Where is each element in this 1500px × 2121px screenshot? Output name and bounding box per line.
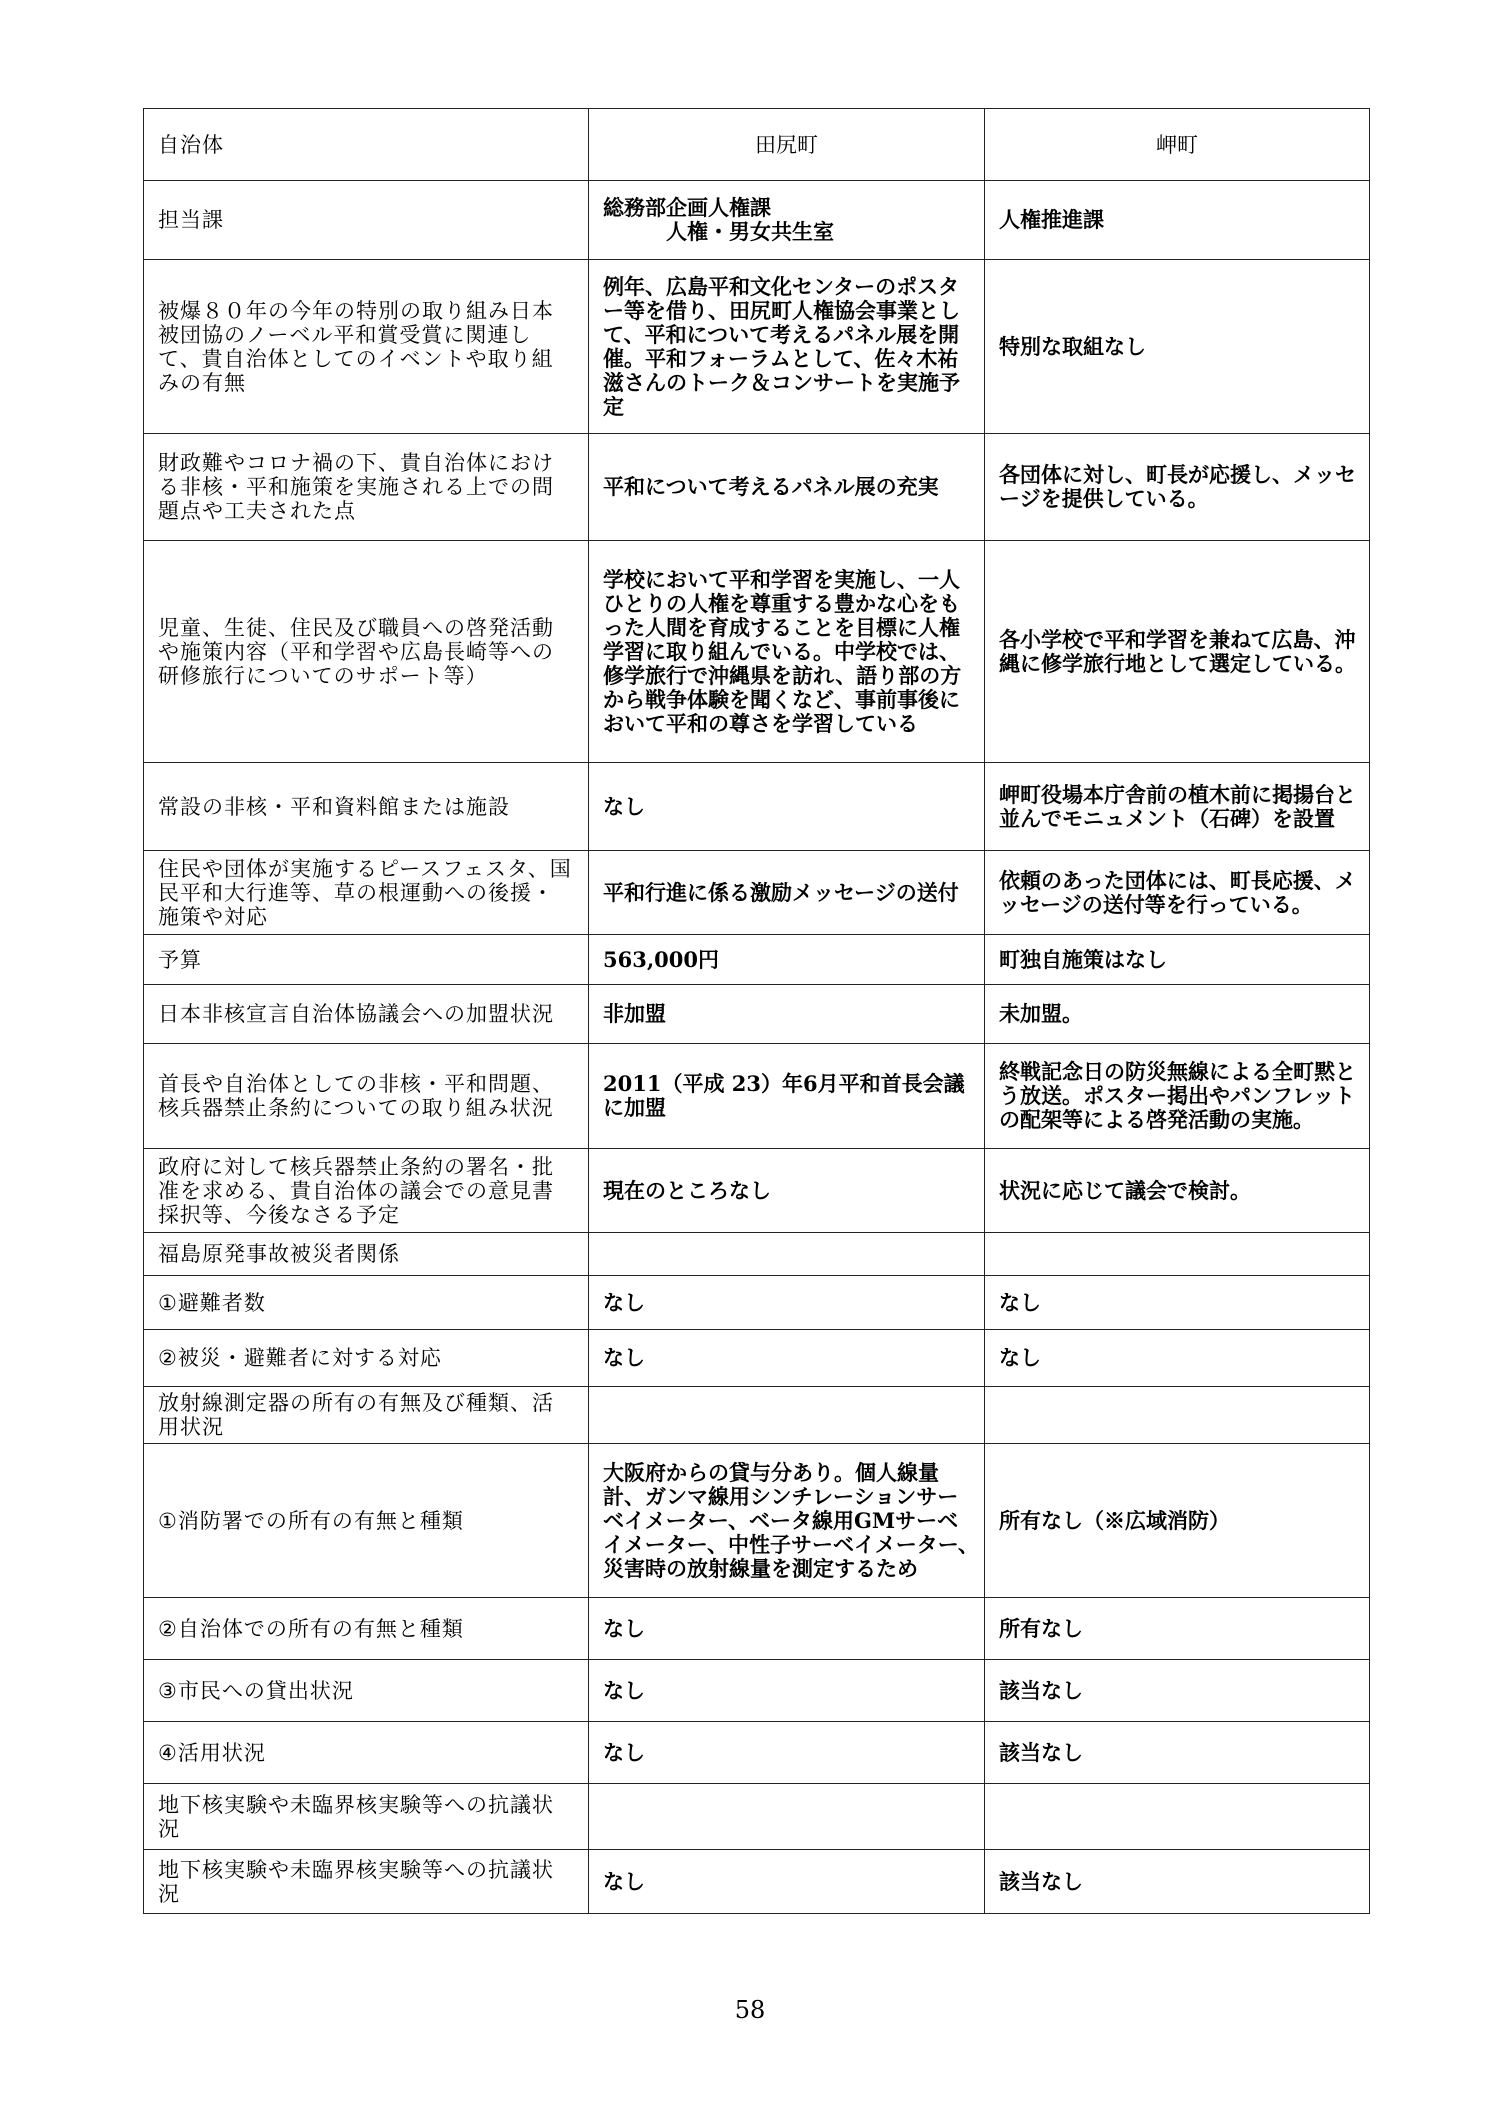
header-municipality-tajiri: 田尻町 bbox=[589, 109, 985, 181]
row-label: ②自治体での所有の有無と種類 bbox=[144, 1598, 589, 1660]
row-label: ③市民への貸出状況 bbox=[144, 1660, 589, 1722]
table-row bbox=[144, 1660, 1370, 1722]
row-label: 住民や団体が実施するピースフェスタ、国民平和大行進等、草の根運動への後援・施策や対応 bbox=[144, 851, 589, 935]
table-row bbox=[144, 434, 1370, 541]
row-label: 政府に対して核兵器禁止条約の署名・批准を求める、貴自治体の議会での意見書採択等、今後なさる予定 bbox=[144, 1149, 589, 1233]
table-row bbox=[144, 935, 1370, 985]
survey-table bbox=[143, 108, 1370, 1914]
table-row bbox=[144, 1387, 1370, 1444]
row-label: 予算 bbox=[144, 935, 589, 985]
table-row bbox=[144, 1149, 1370, 1233]
row-label: ①避難者数 bbox=[144, 1276, 589, 1330]
row-label: ④活用状況 bbox=[144, 1722, 589, 1784]
tajiri-answer: なし bbox=[589, 1850, 985, 1914]
header-label-cell: 自治体 bbox=[144, 109, 589, 181]
misaki-answer: なし bbox=[985, 1330, 1370, 1387]
misaki-answer: 町独自施策はなし bbox=[985, 935, 1370, 985]
misaki-answer bbox=[985, 1387, 1370, 1444]
tajiri-answer: なし bbox=[589, 763, 985, 851]
misaki-answer: 依頼のあった団体には、町長応援、メッセージの送付等を行っている。 bbox=[985, 851, 1370, 935]
row-label: 担当課 bbox=[144, 181, 589, 260]
misaki-answer: 人権推進課 bbox=[985, 181, 1370, 260]
row-label: 地下核実験や未臨界核実験等への抗議状況 bbox=[144, 1784, 589, 1850]
table-row bbox=[144, 851, 1370, 935]
table-row bbox=[144, 1444, 1370, 1598]
header-municipality-misaki: 岬町 bbox=[985, 109, 1370, 181]
tajiri-answer bbox=[589, 1233, 985, 1276]
misaki-answer: 該当なし bbox=[985, 1850, 1370, 1914]
tajiri-answer: 大阪府からの貸与分あり。個人線量計、ガンマ線用シンチレーションサーベイメーター、ベータ線用GMサーベイメーター、中性子サーベイメーター、 災害時の放射線量を測定するため bbox=[589, 1444, 985, 1598]
misaki-answer: 該当なし bbox=[985, 1660, 1370, 1722]
misaki-answer: 各小学校で平和学習を兼ねて広島、沖縄に修学旅行地として選定している。 bbox=[985, 541, 1370, 763]
row-label: 児童、生徒、住民及び職員への啓発活動や施策内容（平和学習や広島長崎等への研修旅行についてのサポート等） bbox=[144, 541, 589, 763]
tajiri-answer bbox=[589, 1784, 985, 1850]
tajiri-answer: なし bbox=[589, 1276, 985, 1330]
misaki-answer: 所有なし bbox=[985, 1598, 1370, 1660]
tajiri-answer: なし bbox=[589, 1598, 985, 1660]
misaki-answer bbox=[985, 1233, 1370, 1276]
misaki-answer bbox=[985, 1784, 1370, 1850]
misaki-answer: 終戦記念日の防災無線による全町黙とう放送。ポスター掲出やパンフレットの配架等による啓発活動の実施。 bbox=[985, 1044, 1370, 1149]
tajiri-answer: 563,000円 bbox=[589, 935, 985, 985]
page-number: 58 bbox=[734, 1996, 766, 2024]
table-row bbox=[144, 1276, 1370, 1330]
row-label: 被爆８０年の今年の特別の取り組み日本被団協のノーベル平和賞受賞に関連して、貴自治体としてのイベントや取り組みの有無 bbox=[144, 260, 589, 434]
row-label: ②被災・避難者に対する対応 bbox=[144, 1330, 589, 1387]
misaki-answer: なし bbox=[985, 1276, 1370, 1330]
table-row bbox=[144, 541, 1370, 763]
tajiri-answer: 平和について考えるパネル展の充実 bbox=[589, 434, 985, 541]
misaki-answer: 岬町役場本庁舎前の植木前に掲揚台と並んでモニュメント（石碑）を設置 bbox=[985, 763, 1370, 851]
table-row bbox=[144, 1784, 1370, 1850]
table-row bbox=[144, 1722, 1370, 1784]
tajiri-answer bbox=[589, 1387, 985, 1444]
tajiri-answer: 平和行進に係る激励メッセージの送付 bbox=[589, 851, 985, 935]
row-label: 常設の非核・平和資料館または施設 bbox=[144, 763, 589, 851]
row-label: ①消防署での所有の有無と種類 bbox=[144, 1444, 589, 1598]
row-label: 首長や自治体としての非核・平和問題、核兵器禁止条約についての取り組み状況 bbox=[144, 1044, 589, 1149]
tajiri-answer: 例年、広島平和文化センターのポスター等を借り、田尻町人権協会事業として、平和について考えるパネル展を開催。平和フォーラムとして、佐々木祐滋さんのトーク＆コンサートを実施予定 bbox=[589, 260, 985, 434]
row-label: 地下核実験や未臨界核実験等への抗議状況 bbox=[144, 1850, 589, 1914]
misaki-answer: 該当なし bbox=[985, 1722, 1370, 1784]
table-row bbox=[144, 1330, 1370, 1387]
misaki-answer: 状況に応じて議会で検討。 bbox=[985, 1149, 1370, 1233]
tajiri-answer: 学校において平和学習を実施し、一人ひとりの人権を尊重する豊かな心をもった人間を育成することを目標に人権学習に取り組んでいる。中学校では、修学旅行で沖縄県を訪れ、語り部の方から戦争体験を聞くなど、事前事後において平和の尊さを学習している bbox=[589, 541, 985, 763]
row-label: 放射線測定器の所有の有無及び種類、活用状況 bbox=[144, 1387, 589, 1444]
tajiri-answer: なし bbox=[589, 1722, 985, 1784]
misaki-answer: 特別な取組なし bbox=[985, 260, 1370, 434]
misaki-answer: 所有なし（※広域消防） bbox=[985, 1444, 1370, 1598]
table-row bbox=[144, 985, 1370, 1044]
table-row bbox=[144, 1233, 1370, 1276]
table-row bbox=[144, 181, 1370, 260]
tajiri-answer: 総務部企画人権課 人権・男女共生室 bbox=[589, 181, 985, 260]
row-label: 財政難やコロナ禍の下、貴自治体における非核・平和施策を実施される上での問題点や工夫された点 bbox=[144, 434, 589, 541]
table-header-row bbox=[144, 109, 1370, 181]
row-label: 福島原発事故被災者関係 bbox=[144, 1233, 589, 1276]
tajiri-answer: 非加盟 bbox=[589, 985, 985, 1044]
table-row bbox=[144, 1598, 1370, 1660]
misaki-answer: 未加盟。 bbox=[985, 985, 1370, 1044]
tajiri-answer: 2011（平成 23）年6月平和首長会議に加盟 bbox=[589, 1044, 985, 1149]
tajiri-answer: 現在のところなし bbox=[589, 1149, 985, 1233]
table-row bbox=[144, 1044, 1370, 1149]
tajiri-answer: なし bbox=[589, 1330, 985, 1387]
table-row bbox=[144, 260, 1370, 434]
misaki-answer: 各団体に対し、町長が応援し、メッセージを提供している。 bbox=[985, 434, 1370, 541]
tajiri-answer: なし bbox=[589, 1660, 985, 1722]
table-row bbox=[144, 1850, 1370, 1914]
row-label: 日本非核宣言自治体協議会への加盟状況 bbox=[144, 985, 589, 1044]
table-row bbox=[144, 763, 1370, 851]
